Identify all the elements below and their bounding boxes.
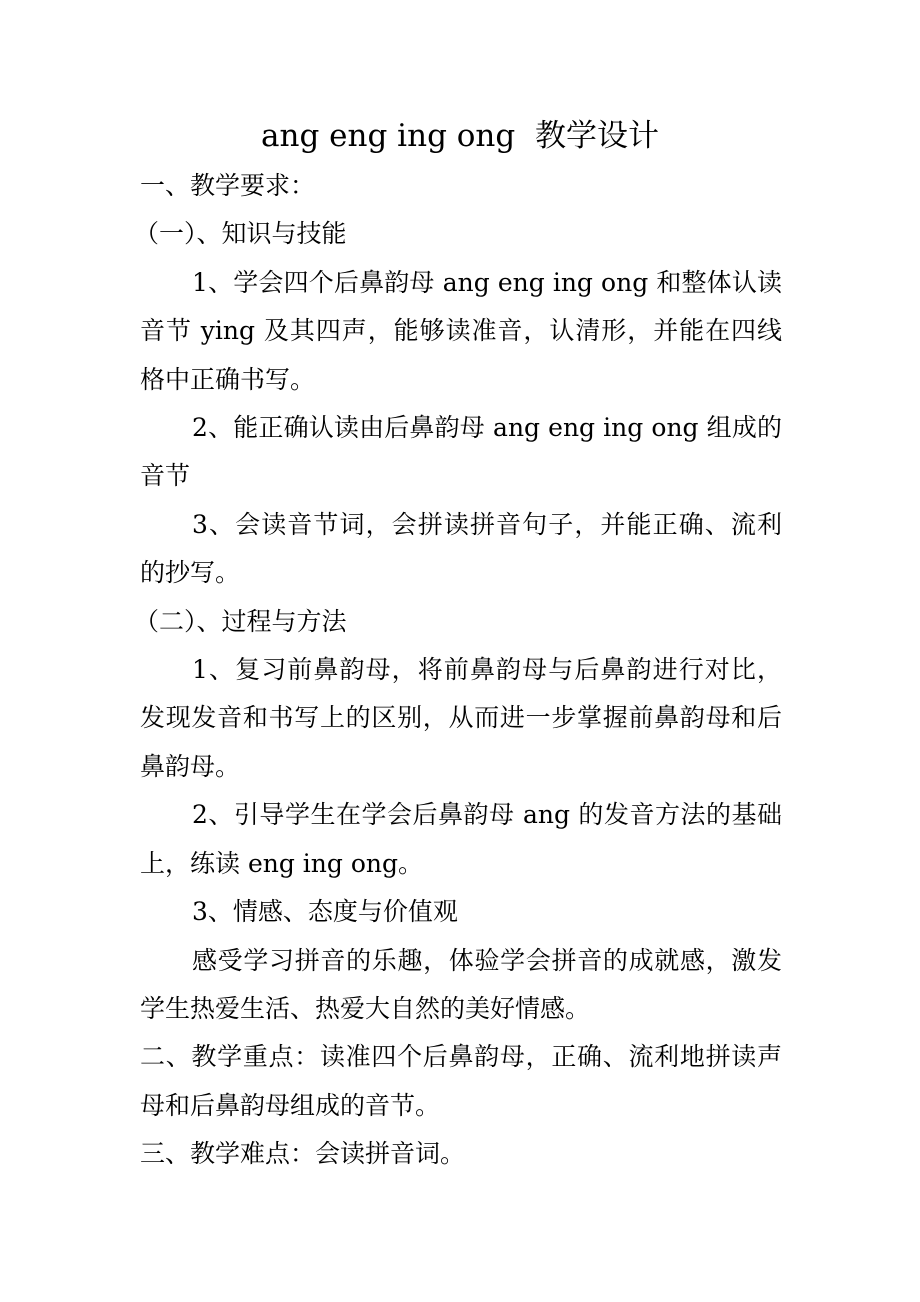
paragraph-item-2: 2、能正确认读由后鼻韵母 ang eng ing ong 组成的音节 [140, 413, 782, 491]
paragraph-item-1: 1、学会四个后鼻韵母 ang eng ing ong 和整体认读音节 ying 及其四声，能够读准音，认清形，并能在四线格中正确书写。 [140, 267, 782, 394]
paragraph-process-2: 2、引导学生在学会后鼻韵母 ang 的发音方法的基础上，练读 eng ing ong。 [140, 800, 782, 878]
paragraph-emotion-body: 感受学习拼音的乐趣，体验学会拼音的成就感，激发学生热爱生活、热爱大自然的美好情感。 [140, 945, 782, 1023]
paragraph-process-1: 1、复习前鼻韵母，将前鼻韵母与后鼻韵进行对比，发现发音和书写上的区别，从而进一步掌握前鼻韵母和后鼻韵母。 [140, 655, 782, 781]
paragraph-item-3: 3、会读音节词，会拼读拼音句子，并能正确、流利的抄写。 [140, 509, 782, 588]
subsection-heading-knowledge-skills: （一）、知识与技能 [134, 219, 347, 249]
paragraph-emotion-heading: 3、情感、态度与价值观 [192, 897, 458, 927]
section-heading-requirements: 一、教学要求： [140, 171, 316, 200]
section-heading-key-points: 二、教学重点：读准四个后鼻韵母，正确、流利地拼读声母和后鼻韵母组成的音节。 [140, 1042, 782, 1120]
subsection-heading-process-methods: （二）、过程与方法 [134, 606, 347, 636]
section-heading-difficulties: 三、教学难点：会读拼音词。 [140, 1139, 466, 1169]
page-title: ang eng ing ong 教学设计 [261, 118, 659, 154]
document-body [134, 162, 782, 1179]
